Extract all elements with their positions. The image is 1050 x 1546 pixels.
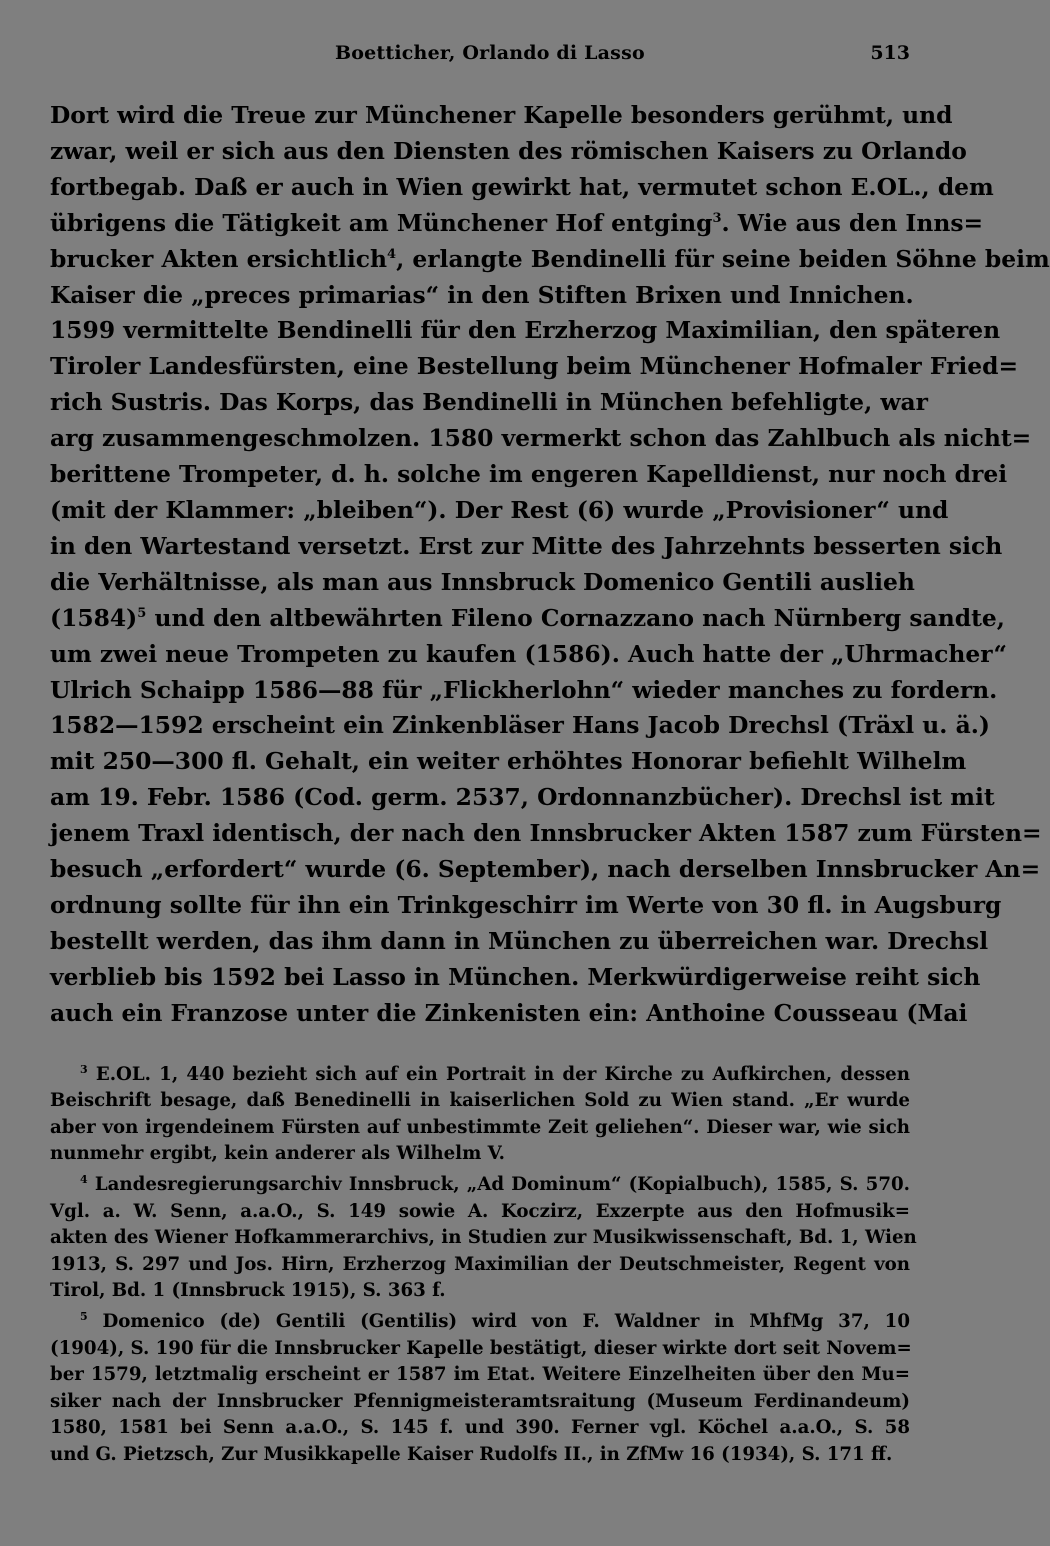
body-line: mit 250—300 fl. Gehalt, ein weiter erhöhtes Honorar befiehlt Wilhelm xyxy=(50,747,967,776)
footnote-marker: 4 xyxy=(80,1172,88,1186)
body-line: fortbegab. Daß er auch in Wien gewirkt hat, vermutet schon E.OL., dem xyxy=(50,172,994,201)
footnote-line xyxy=(50,1062,910,1089)
footnote-line: (1904), S. 190 für die Innsbrucker Kapelle bestätigt, dieser wirkte dort seit Novem= xyxy=(50,1337,912,1359)
body-text xyxy=(50,98,1050,1032)
footnote xyxy=(50,1309,910,1469)
body-line-text: brucker Akten ersichtlich xyxy=(50,244,388,273)
body-line: besuch „erfordert“ wurde (6. September), nach derselben Innsbrucker An= xyxy=(50,855,1041,884)
body-line: auch ein Franzose unter die Zinkenisten ein: Anthoine Cousseau (Mai xyxy=(50,998,968,1027)
footnote-line: und G. Pietzsch, Zur Musikkapelle Kaiser Rudolfs II., in ZfMw 16 (1934), S. 171 ff. xyxy=(50,1443,893,1465)
body-line: berittene Trompeter, d. h. solche im engeren Kapelldienst, nur noch drei xyxy=(50,460,1008,489)
footnote-marker: 5 xyxy=(80,1309,88,1323)
body-line xyxy=(50,242,1050,278)
footnote-line: Vgl. a. W. Senn, a.a.O., S. 149 sowie A. Koczirz, Exzerpte aus den Hofmusik= xyxy=(50,1200,910,1222)
body-line: Kaiser die „preces primarias“ in den Stiften Brixen und Innichen. xyxy=(50,280,914,309)
body-line-text: übrigens die Tätigkeit am Münchener Hof entging xyxy=(50,208,713,237)
body-line: bestellt werden, das ihm dann in München zu überreichen war. Drechsl xyxy=(50,926,989,955)
body-line-text: , erlangte Bendinelli für seine beiden Söhne beim xyxy=(396,244,1050,273)
footnotes xyxy=(50,1062,917,1469)
body-line: Ulrich Schaipp 1586—88 für „Flickherlohn“ wieder manches zu fordern. xyxy=(50,675,998,704)
body-line: in den Wartestand versetzt. Erst zur Mitte des Jahrzehnts besserten sich xyxy=(50,531,1003,560)
body-line: die Verhältnisse, als man aus Innsbruck Domenico Gentili auslieh xyxy=(50,567,915,596)
body-line: 1599 vermittelte Bendinelli für den Erzherzog Maximilian, den späteren xyxy=(50,316,1001,345)
running-head-title: Boetticher, Orlando di Lasso xyxy=(335,42,645,64)
footnote-ref: 5 xyxy=(137,605,147,621)
footnote-line xyxy=(50,1309,910,1336)
footnote-text: E.OL. 1, 440 bezieht sich auf ein Portrait in der Kirche zu Aufkirchen, dessen xyxy=(95,1063,910,1085)
body-line-text: . Wie aus den Inns= xyxy=(721,208,984,237)
book-page xyxy=(50,36,1050,1472)
body-line: rich Sustris. Das Korps, das Bendinelli in München befehligte, war xyxy=(50,388,928,417)
footnote-marker: 3 xyxy=(80,1062,88,1076)
footnote-line: Beischrift besage, daß Benedinelli in kaiserlichen Sold zu Wien stand. „Er wurde xyxy=(50,1090,910,1112)
body-line: jenem Traxl identisch, der nach den Innsbrucker Akten 1587 zum Fürsten= xyxy=(50,819,1042,848)
running-head xyxy=(50,36,910,76)
body-line: (mit der Klammer: „bleiben“). Der Rest (6) wurde „Provisioner“ und xyxy=(50,495,949,524)
footnote-line: 1913, S. 297 und Jos. Hirn, Erzherzog Maximilian der Deutschmeister, Regent von xyxy=(50,1253,910,1275)
page-number: 513 xyxy=(870,42,910,64)
body-line: verblieb bis 1592 bei Lasso in München. Merkwürdigerweise reiht sich xyxy=(50,962,981,991)
footnote-line: ber 1579, letztmalig erscheint er 1587 im Etat. Weitere Einzelheiten über den Mu= xyxy=(50,1364,910,1386)
body-line xyxy=(50,206,984,242)
footnote-ref: 4 xyxy=(387,246,397,262)
footnote-line: akten des Wiener Hofkammerarchivs, in Studien zur Musikwissenschaft, Bd. 1, Wien xyxy=(50,1227,917,1249)
footnote-line: aber von irgendeinem Fürsten auf unbestimmte Zeit geliehen“. Dieser war, wie sich xyxy=(50,1116,910,1138)
footnote-line: nunmehr ergibt, kein anderer als Wilhelm V. xyxy=(50,1143,505,1165)
footnote-line xyxy=(50,1172,910,1199)
footnote xyxy=(50,1172,917,1305)
footnote-line: Tirol, Bd. 1 (Innsbruck 1915), S. 363 f. xyxy=(50,1280,446,1302)
body-line xyxy=(50,601,1005,637)
body-line-text: und den altbewährten Fileno Cornazzano nach Nürnberg sandte, xyxy=(146,603,1005,632)
body-line-text: (1584) xyxy=(50,603,138,632)
body-line: ordnung sollte für ihn ein Trinkgeschirr im Werte von 30 fl. in Augsburg xyxy=(50,890,1002,919)
body-line: Tiroler Landesfürsten, eine Bestellung beim Münchener Hofmaler Fried= xyxy=(50,352,1019,381)
body-line: Dort wird die Treue zur Münchener Kapelle besonders gerühmt, und xyxy=(50,101,953,129)
footnote-line: 1580, 1581 bei Senn a.a.O., S. 145 f. und 390. Ferner vgl. Köchel a.a.O., S. 58 xyxy=(50,1417,910,1439)
body-line: um zwei neue Trompeten zu kaufen (1586). Auch hatte der „Uhrmacher“ xyxy=(50,639,1007,668)
body-line: zwar, weil er sich aus den Diensten des römischen Kaisers zu Orlando xyxy=(50,136,967,165)
footnote-ref: 3 xyxy=(712,210,722,226)
footnote xyxy=(50,1062,910,1168)
body-line: 1582—1592 erscheint ein Zinkenbläser Hans Jacob Drechsl (Träxl u. ä.) xyxy=(50,711,990,740)
footnote-text: Landesregierungsarchiv Innsbruck, „Ad Dominum“ (Kopialbuch), 1585, S. 570. xyxy=(94,1173,910,1195)
body-line: am 19. Febr. 1586 (Cod. germ. 2537, Ordonnanzbücher). Drechsl ist mit xyxy=(50,783,995,812)
body-line: arg zusammengeschmolzen. 1580 vermerkt schon das Zahlbuch als nicht= xyxy=(50,424,1032,453)
footnote-text: Domenico (de) Gentili (Gentilis) wird von F. Waldner in MhfMg 37, 10 xyxy=(102,1310,910,1332)
footnote-line: siker nach der Innsbrucker Pfennigmeisteramtsraitung (Museum Ferdinandeum) xyxy=(50,1390,910,1412)
